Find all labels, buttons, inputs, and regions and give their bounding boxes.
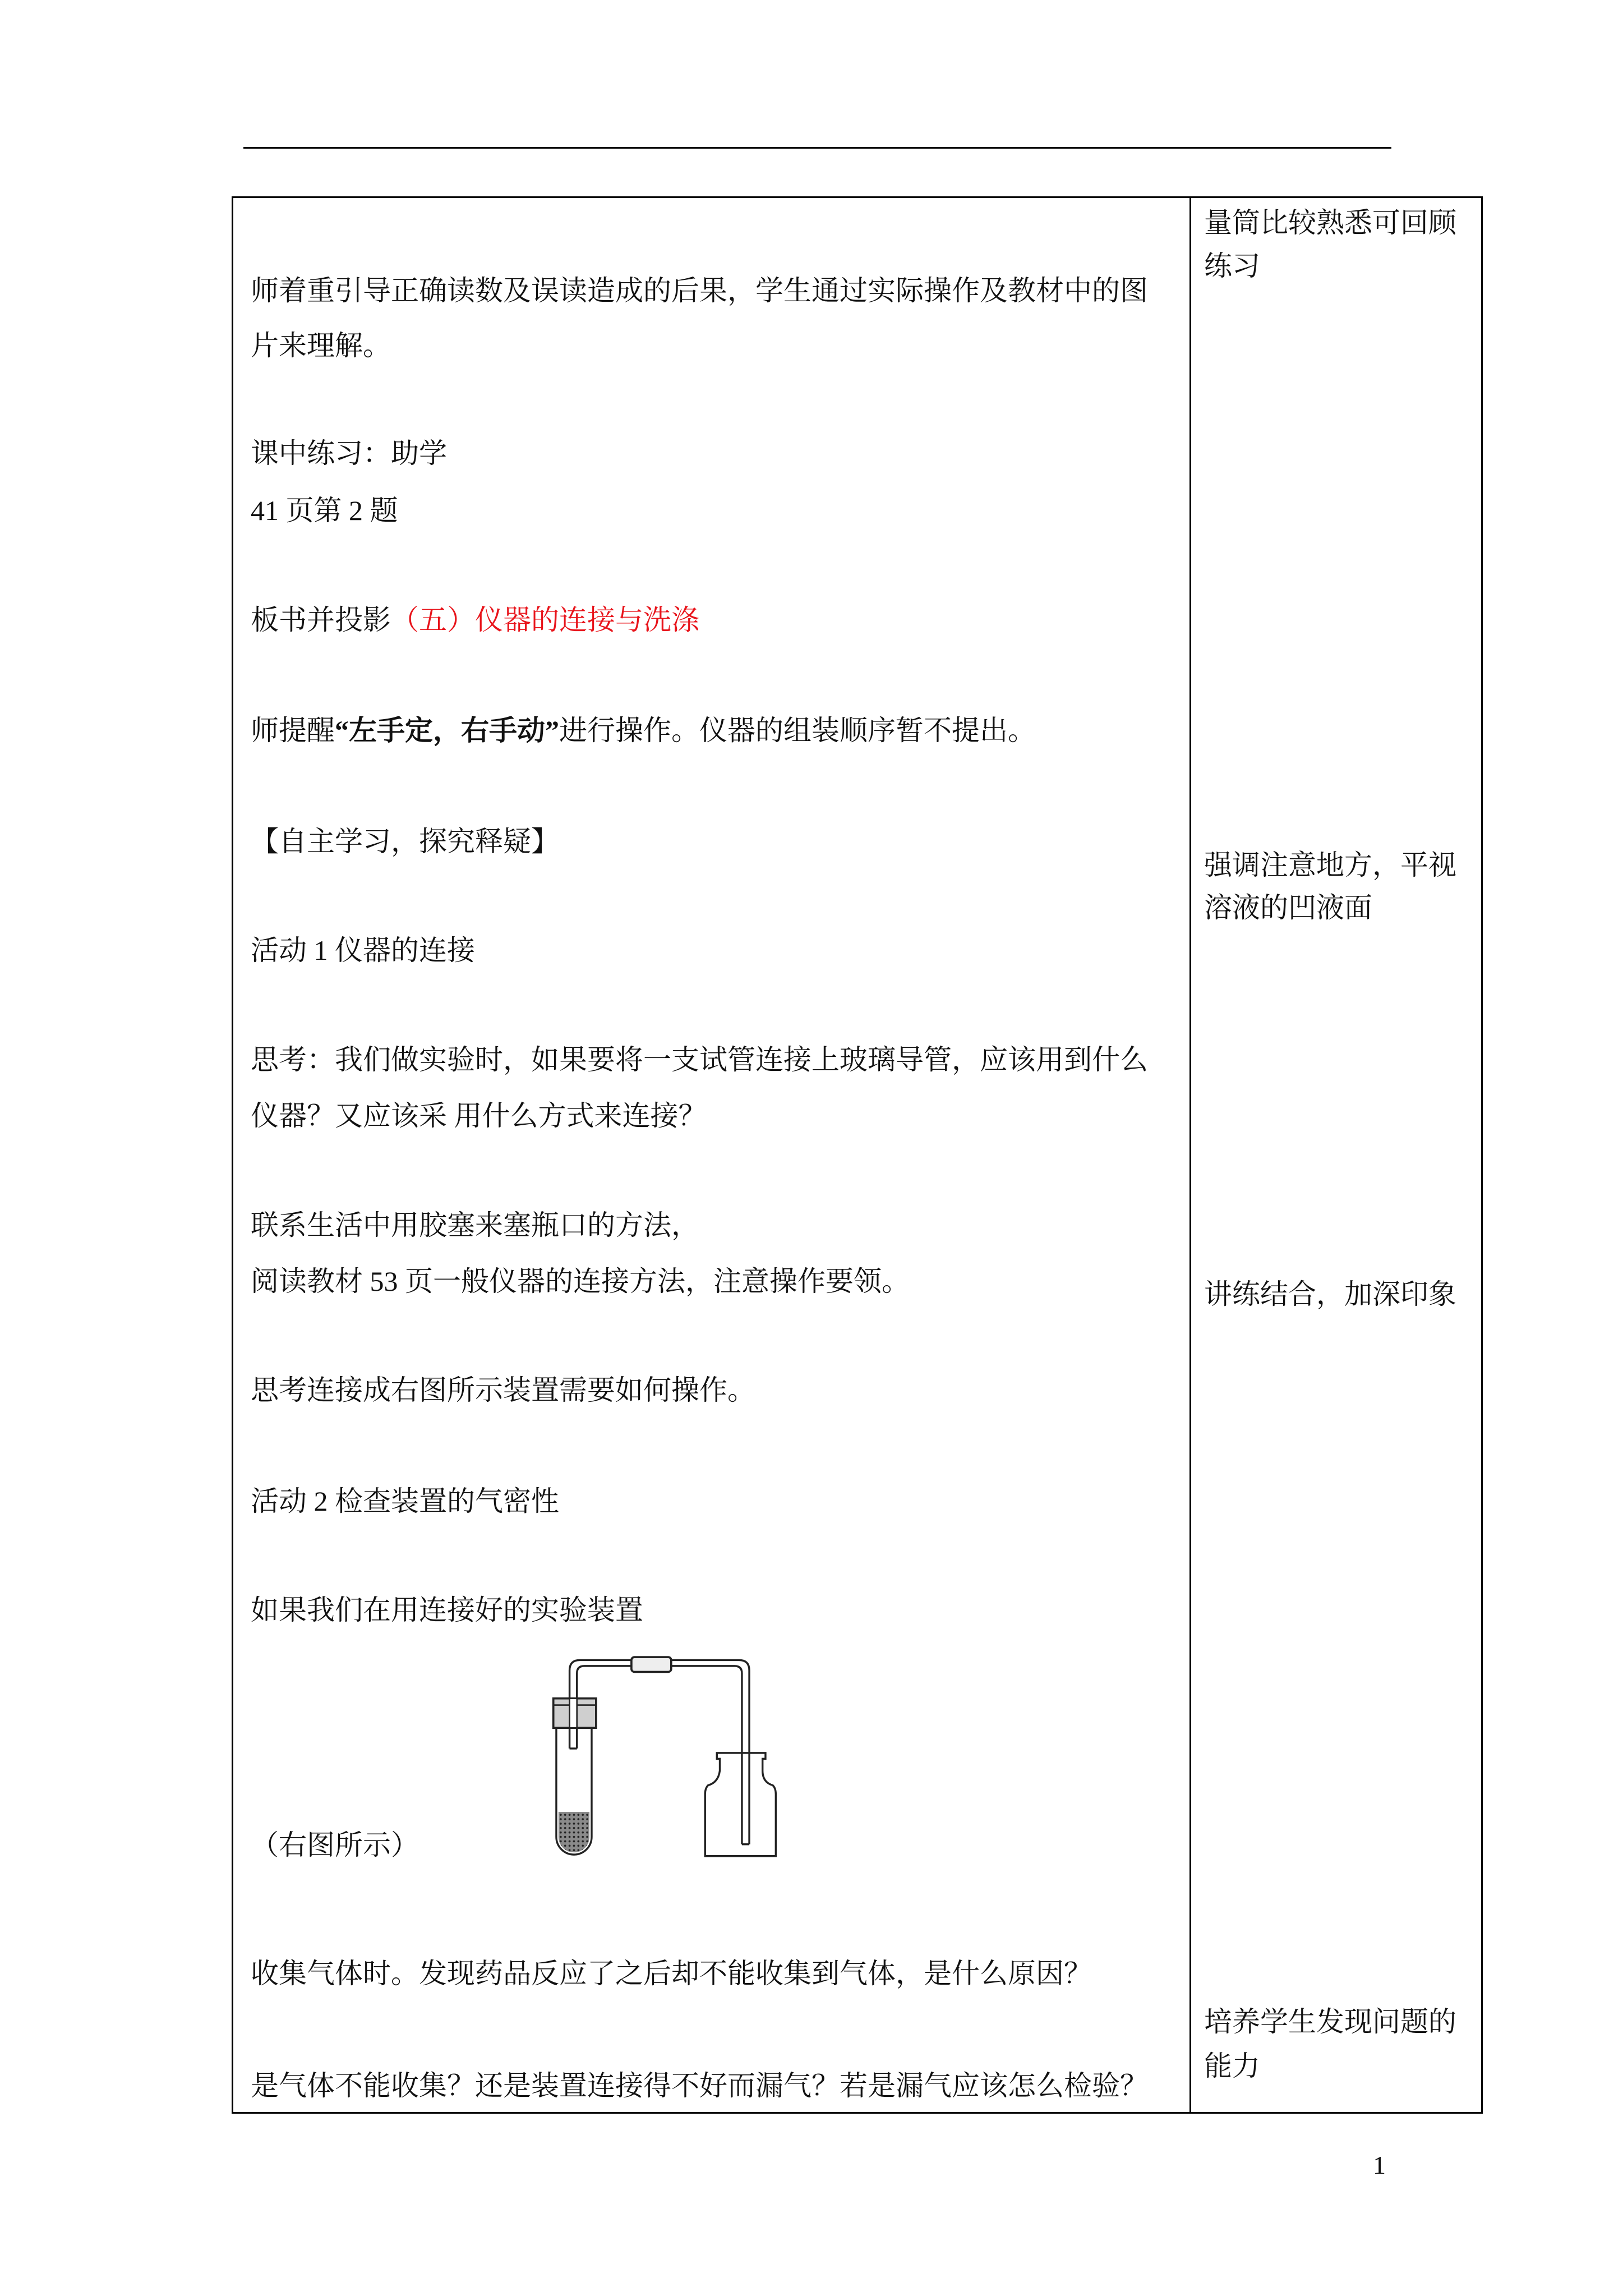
teaching-process-cell bbox=[232, 196, 1189, 2114]
text-line: 联系生活中用胶塞来塞瓶口的方法， bbox=[251, 1209, 699, 1241]
activity-heading: 活动 2 检查装置的气密性 bbox=[251, 1485, 559, 1517]
note-line: 讲练结合，加深印象 bbox=[1204, 1278, 1456, 1310]
header-rule bbox=[243, 147, 1391, 149]
text-line: 师着重引导正确读数及误读造成的后果，学生通过实际操作及教材中的图 bbox=[251, 275, 1148, 306]
gas-collection-bottle bbox=[705, 1753, 776, 1856]
note-line: 能力 bbox=[1204, 2050, 1260, 2082]
text-line: 课中练习：助学 bbox=[251, 438, 447, 469]
lesson-plan-table bbox=[232, 196, 1483, 2114]
text-segment: 进行操作。仪器的组装顺序暂不提出。 bbox=[559, 715, 1036, 746]
note-line: 溶液的凹液面 bbox=[1204, 892, 1372, 923]
text-line: 仪器？又应该采 用什么方式来连接？ bbox=[251, 1100, 707, 1131]
note-line: 强调注意地方，平视 bbox=[1204, 849, 1456, 881]
text-line: 如果我们在用连接好的实验装置 bbox=[251, 1594, 643, 1626]
text-line: 片来理解。 bbox=[251, 330, 391, 361]
text-line: 阅读教材 53 页一般仪器的连接方法，注意操作要领。 bbox=[251, 1266, 910, 1297]
text-line bbox=[251, 606, 699, 634]
design-notes-cell bbox=[1189, 196, 1483, 2114]
rubber-tubing-connector bbox=[631, 1657, 671, 1672]
text-line: 41 页第 2 题 bbox=[251, 495, 398, 526]
text-line bbox=[251, 716, 1036, 744]
section-heading: 【自主学习，探究释疑】 bbox=[251, 826, 559, 857]
note-line: 练习 bbox=[1204, 250, 1260, 282]
bold-phrase: “左手定，右手动” bbox=[335, 715, 559, 746]
text-line: 收集气体时。发现药品反应了之后却不能收集到气体，是什么原因？ bbox=[251, 1958, 1092, 1989]
apparatus-drawing bbox=[524, 1650, 782, 1859]
text-line: 是气体不能收集？还是装置连接得不好而漏气？若是漏气应该怎么检验？ bbox=[251, 2070, 1148, 2101]
note-line: 量筒比较熟悉可回顾 bbox=[1204, 207, 1456, 238]
text-segment: 师提醒 bbox=[251, 715, 335, 746]
page-number: 1 bbox=[1373, 2151, 1386, 2179]
test-tube-liquid bbox=[559, 1812, 589, 1852]
text-segment: 板书并投影 bbox=[251, 604, 391, 636]
text-line: 思考连接成右图所示装置需要如何操作。 bbox=[251, 1374, 755, 1406]
figure-caption: （右图所示） bbox=[251, 1829, 419, 1861]
section-heading-highlight: （五）仪器的连接与洗涤 bbox=[391, 604, 699, 636]
rubber-stopper bbox=[554, 1699, 596, 1728]
activity-heading: 活动 1 仪器的连接 bbox=[251, 935, 475, 966]
text-line: 思考：我们做实验时，如果要将一支试管连接上玻璃导管，应该用到什么 bbox=[251, 1044, 1148, 1075]
apparatus-figure bbox=[524, 1650, 782, 1859]
note-line: 培养学生发现问题的 bbox=[1204, 2006, 1456, 2037]
